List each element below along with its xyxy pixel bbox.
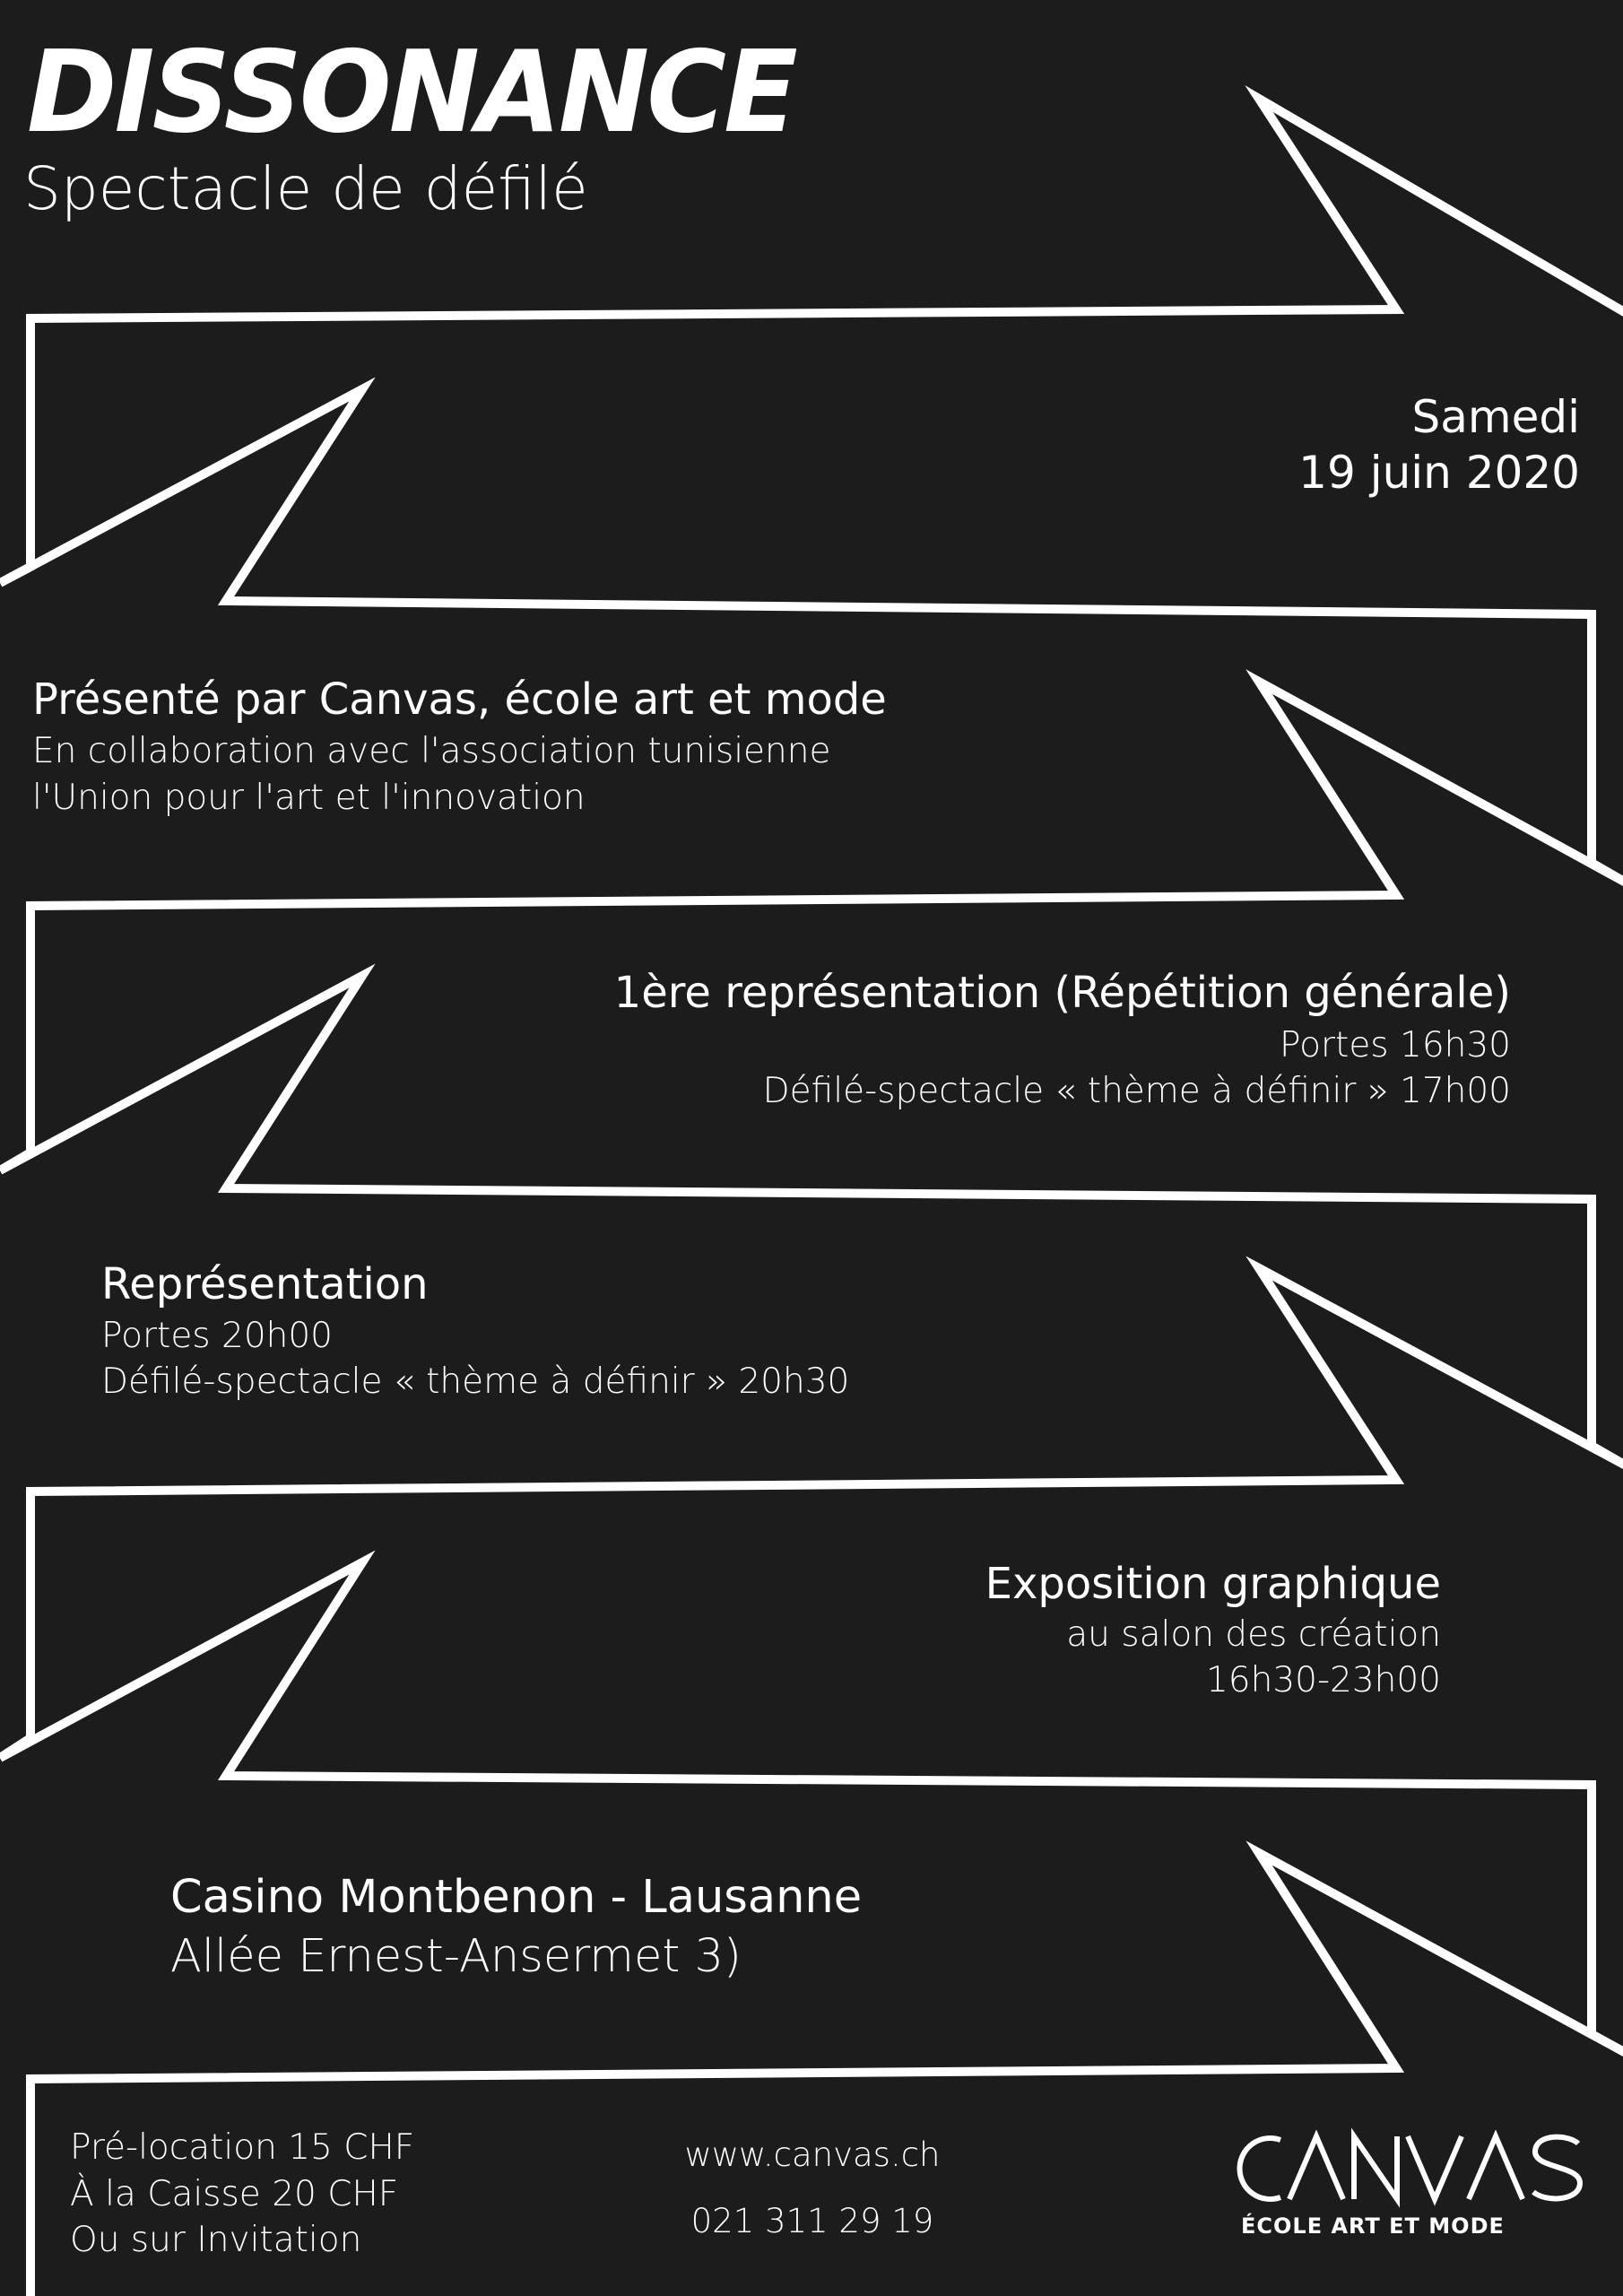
exhibition-hours: 16h30-23h00 [1205, 1660, 1441, 1700]
exhibition-place: au salon des création [1066, 1614, 1441, 1655]
presented-line-2: l'Union pour l'art et l'innovation [32, 778, 586, 818]
presented-line-1: En collaboration avec l'association tunisienne [32, 731, 831, 771]
website-link[interactable]: www.canvas.ch [684, 2135, 941, 2174]
canvas-logo [1228, 2124, 1587, 2249]
event-title: DISSONANCE [27, 26, 795, 158]
first-show-doors: Portes 16h30 [1280, 1025, 1511, 1065]
event-subtitle: Spectacle de défilé [23, 154, 588, 223]
price-presale: Pré-location 15 CHF [70, 2127, 415, 2168]
presented-heading: Présenté par Canvas, école art et mode [32, 674, 887, 725]
canvas-tagline: ÉCOLE ART ET MODE [1241, 2213, 1505, 2239]
venue-address: Allée Ernest-Ansermet 3) [170, 1930, 742, 1983]
price-door: À la Caisse 20 CHF [70, 2174, 399, 2214]
price-invitation: Ou sur Invitation [70, 2220, 362, 2260]
event-day: Samedi [1411, 391, 1580, 443]
exhibition-heading: Exposition graphique [985, 1559, 1441, 1609]
second-show-heading: Représentation [101, 1259, 429, 1309]
canvas-wordmark [1228, 2124, 1587, 2213]
first-show-time: Défilé-spectacle « thème à définir » 17h00 [762, 1071, 1511, 1111]
venue-name: Casino Montbenon - Lausanne [170, 1871, 863, 1924]
second-show-time: Défilé-spectacle « thème à définir » 20h30 [101, 1361, 850, 1402]
second-show-doors: Portes 20h00 [101, 1316, 333, 1356]
first-show-heading: 1ère représentation (Répétition générale) [613, 968, 1511, 1018]
phone-number: 021 311 29 19 [690, 2202, 934, 2240]
event-date: 19 juin 2020 [1298, 447, 1580, 499]
